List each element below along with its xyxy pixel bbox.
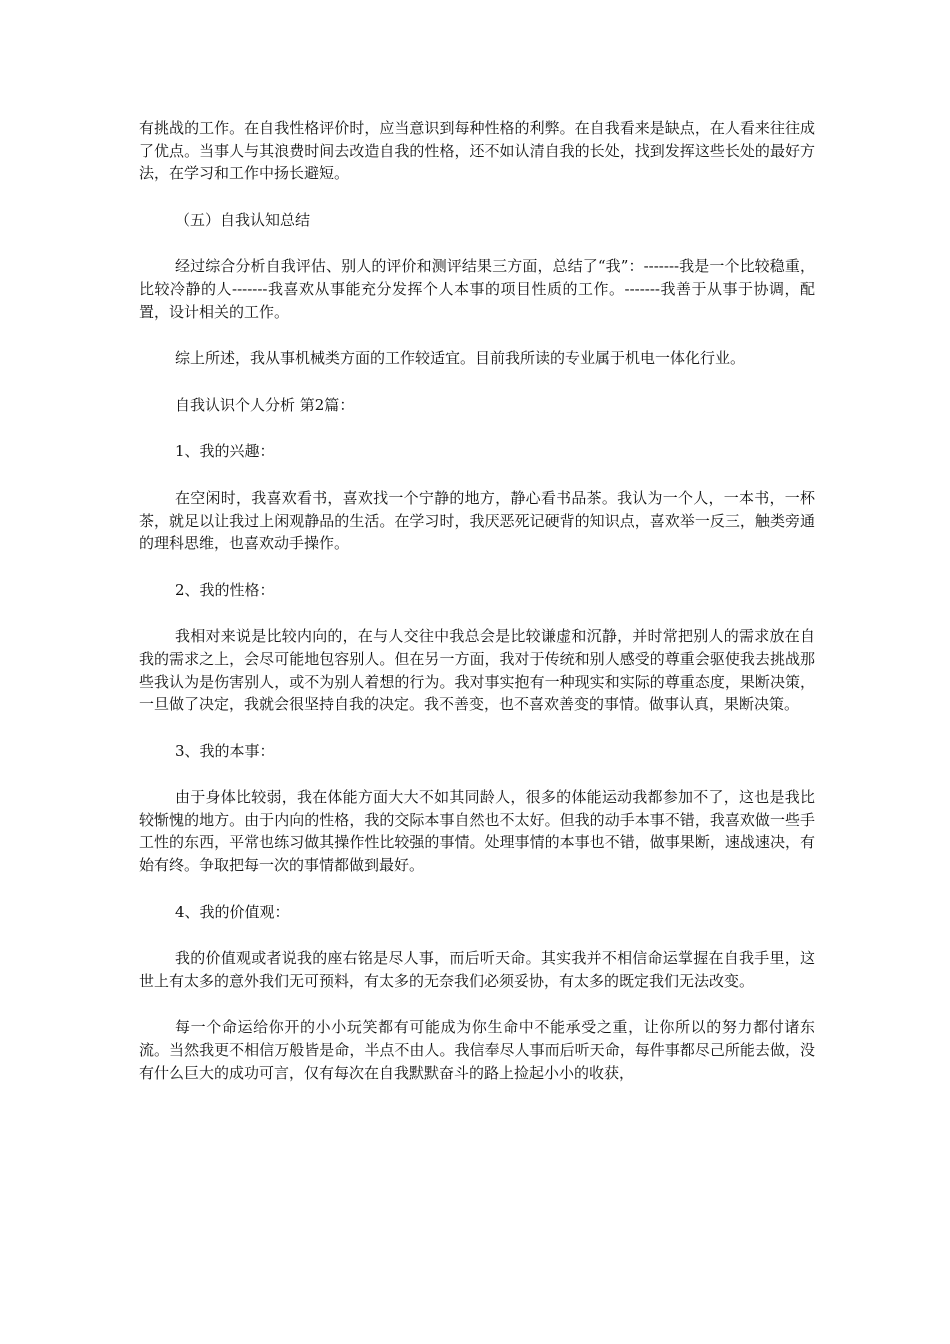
paragraph-conclusion: 综上所述，我从事机械类方面的工作较适宜。目前我所读的专业属于机电一体化行业。 <box>175 349 746 368</box>
paragraph-values: 我的价值观或者说我的座右铭是尽人事，而后听天命。其实我并不相信命运掌握在自我手里，这世上有太多的意外我们无可预料，有太多的无奈我们必须妥协，有太多的既定我们无法改变。 <box>139 949 815 990</box>
section-heading-personality: 2、我的性格： <box>175 580 275 599</box>
section-heading-values: 4、我的价值观： <box>175 902 290 921</box>
paragraph-intro: 有挑战的工作。在自我性格评价时，应当意识到每种性格的利弊。在自我看来是缺点，在人看来往往成了优点。当事人与其浪费时间去改造自我的性格，还不如认清自我的长处，找到发挥这些长处的最好方法，在学习和工作中扬长避短。 <box>139 119 815 183</box>
section-heading-abilities: 3、我的本事： <box>175 741 275 760</box>
document-body <box>139 117 815 1108</box>
paragraph-fate: 每一个命运给你开的小小玩笑都有可能成为你生命中不能承受之重，让你所以的努力都付诸东流。当然我更不相信万般皆是命，半点不由人。我信奉尽人事而后听天命，每件事都尽己所能去做，没有什么巨大的成功可言，仅有每次在自我默默奋斗的路上捡起小小的收获， <box>139 1018 815 1082</box>
paragraph-abilities: 由于身体比较弱，我在体能方面大大不如其同龄人，很多的体能运动我都参加不了，这也是我比较惭愧的地方。由于内向的性格，我的交际本事自然也不太好。但我的动手本事不错，我喜欢做一些手工性的东西，平常也练习做其操作性比较强的事情。处理事情的本事也不错，做事果断，速战速决，有始有终。争取把每一次的事情都做到最好。 <box>139 788 815 875</box>
paragraph-personality: 我相对来说是比较内向的，在与人交往中我总会是比较谦虚和沉静，并时常把别人的需求放在自我的需求之上，会尽可能地包容别人。但在另一方面，我对于传统和别人感受的尊重会驱使我去挑战那些我认为是伤害别人，或不为别人着想的行为。我对事实抱有一种现实和实际的尊重态度，果断决策，一旦做了决定，我就会很坚持自我的决定。我不善变，也不喜欢善变的事情。做事认真，果断决策。 <box>139 627 815 714</box>
article-title-part-2: 自我认识个人分析 第2篇： <box>175 395 355 414</box>
section-heading-interests: 1、我的兴趣： <box>175 442 275 461</box>
paragraph-interests: 在空闲时，我喜欢看书，喜欢找一个宁静的地方，静心看书品茶。我认为一个人，一本书，一杯茶，就足以让我过上闲观静品的生活。在学习时，我厌恶死记硬背的知识点，喜欢举一反三，触类旁通的理科思维，也喜欢动手操作。 <box>139 488 815 553</box>
section-heading-self-cognition-summary: （五）自我认知总结 <box>175 210 311 229</box>
paragraph-summary-traits: 经过综合分析自我评估、别人的评价和测评结果三方面，总结了“我”：-------我是一个比较稳重，比较冷静的人-------我喜欢从事能充分发挥个人本事的项目性质的工作。-------我善于从事于协调，配置，设计相关的工作。 <box>139 257 815 321</box>
